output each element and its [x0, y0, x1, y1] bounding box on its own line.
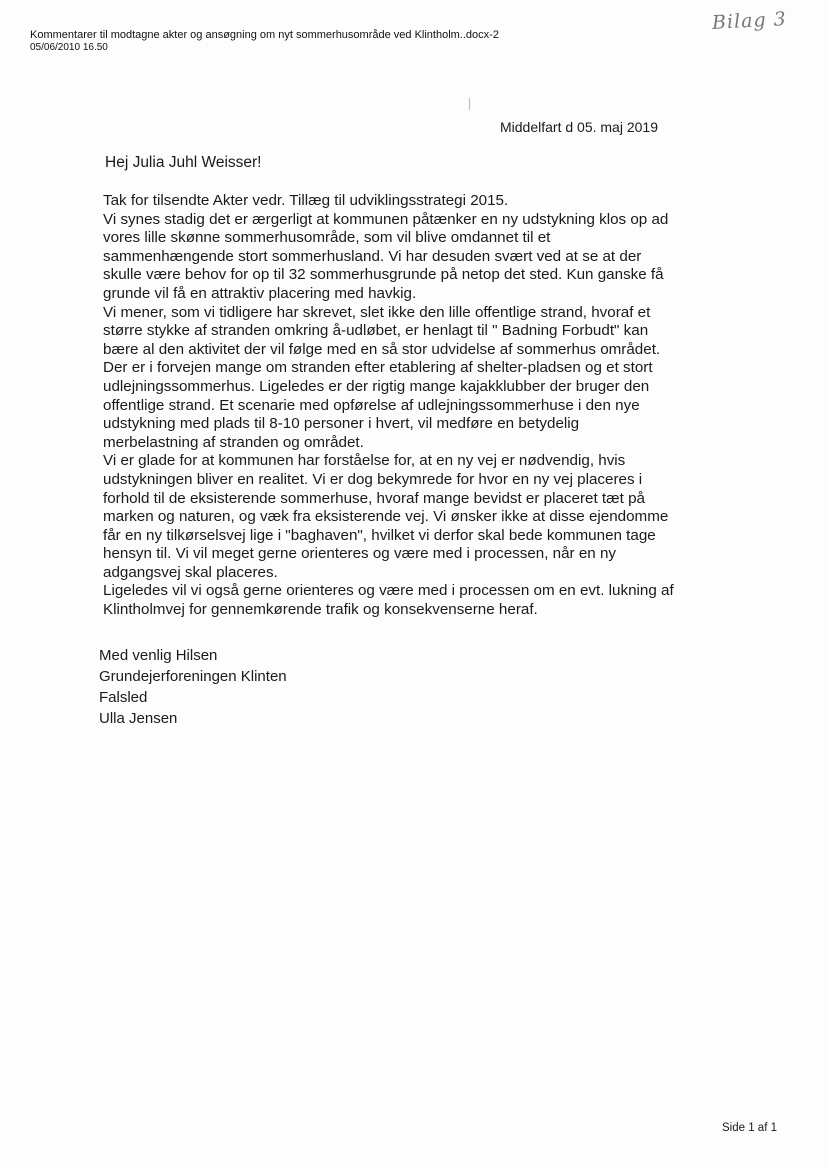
body-line: udlejningssommerhus. Ligeledes er der rigtig mange kajakklubber der bruger den	[103, 377, 650, 395]
closing-signatory: Ulla Jensen	[99, 710, 178, 727]
handwritten-annotation: Bilag 3	[711, 8, 788, 34]
body-line: udstykningen bliver en realitet. Vi er dog bekymrede for hvor en ny vej placeres i	[103, 470, 643, 488]
body-line: skulle være behov for op til 32 sommerhusgrunde på netop det sted. Kun ganske få	[103, 266, 664, 284]
closing-organization: Grundejerforeningen Klinten	[99, 668, 287, 685]
body-line: grunde vil få en attraktiv placering med havkig.	[103, 284, 417, 302]
body-line: vores lille skønne sommerhusområde, som vil blive omdannet til et	[103, 229, 551, 247]
body-line: udstykning med plads til 8-10 personer i hvert, vil medføre en betydelig	[103, 415, 580, 433]
body-line: Der er i forvejen mange om stranden efter etablering af shelter-pladsen og et stort	[103, 359, 653, 377]
page-number: Side 1 af 1	[722, 1122, 777, 1134]
letter-greeting: Hej Julia Juhl Weisser!	[105, 154, 262, 171]
body-line: Vi er glade for at kommunen har forståelse for, at en ny vej er nødvendig, hvis	[103, 452, 626, 470]
letter-place-date: Middelfart d 05. maj 2019	[500, 119, 658, 135]
body-line: offentlige strand. Et scenarie med opførelse af udlejningssommerhuse i den nye	[103, 396, 640, 414]
body-line: forhold til de eksisterende sommerhuse, hvoraf mange bevidst er placeret tæt på	[103, 489, 645, 507]
scan-artifact	[469, 98, 470, 110]
body-line: merbelastning af stranden og området.	[103, 433, 364, 451]
body-line: får en ny tilkørselsvej lige i "baghaven", hvilket vi derfor skal bede kommunen tage	[103, 526, 656, 544]
body-line: Vi synes stadig det er ærgerligt at kommunen påtænker en ny udstykning klos op ad	[103, 210, 669, 228]
document-header-title: Kommentarer til modtagne akter og ansøgning om nyt sommerhusområde ved Klintholm..docx-2	[30, 29, 499, 41]
body-line: sammenhængende stort sommerhusland. Vi har desuden svært ved at se at der	[103, 247, 642, 265]
closing-location: Falsled	[99, 689, 148, 706]
body-line: marken og naturen, og væk fra eksisterende vej. Vi ønsker ikke at disse ejendomme	[103, 508, 669, 526]
body-line: Ligeledes vil vi også gerne orienteres og være med i processen om en evt. lukning af	[103, 582, 674, 600]
body-line: Vi mener, som vi tidligere har skrevet, slet ikke den lille offentlige strand, hvoraf et	[103, 303, 651, 321]
letter-closing	[99, 645, 287, 729]
closing-salutation: Med venlig Hilsen	[99, 647, 218, 664]
body-line: bære al den aktivitet der vil følge med en så stor udvidelse af sommerhus området.	[103, 340, 661, 358]
body-line: hensyn til. Vi vil meget gerne orienteres og være med i processen, når en ny	[103, 545, 616, 563]
letter-body	[103, 192, 743, 620]
body-line: større stykke af stranden omkring å-udløbet, er henlagt til " Badning Forbudt" kan	[103, 322, 649, 340]
document-header-date: 05/06/2010 16.50	[30, 42, 108, 53]
body-line: Tak for tilsendte Akter vedr. Tillæg til udviklingsstrategi 2015.	[103, 192, 509, 209]
body-line: adgangsvej skal placeres.	[103, 563, 278, 581]
body-line: Klintholmvej for gennemkørende trafik og konsekvenserne heraf.	[103, 601, 538, 619]
